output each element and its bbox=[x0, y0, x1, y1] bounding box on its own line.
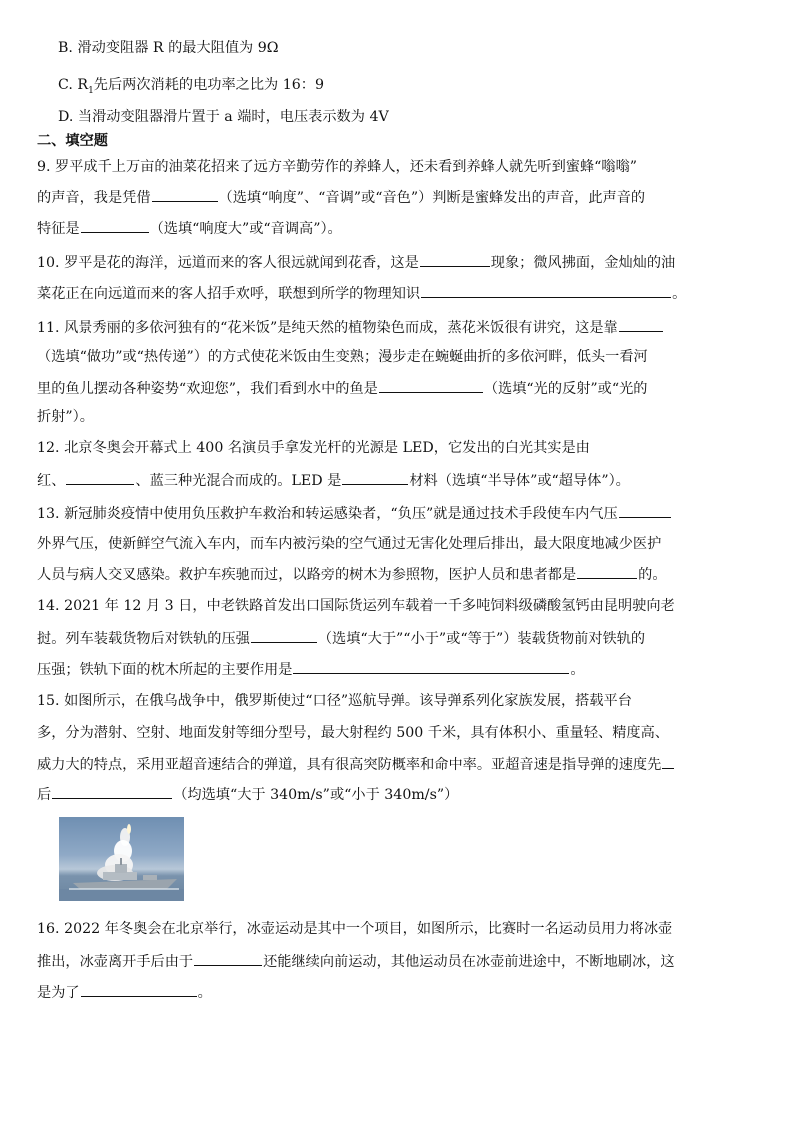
q15-line2 bbox=[37, 723, 669, 743]
q11-text-1: 11. 风景秀丽的多依河独有的“花米饭”是纯天然的植物染色而成，蒸花米饭很有讲究，这是靠 bbox=[37, 320, 618, 336]
q16-text-3b: 。 bbox=[197, 985, 212, 1001]
q10-text-1b: 现象；微风拂面，金灿灿的油 bbox=[490, 255, 676, 271]
q13-blank-2[interactable] bbox=[577, 564, 637, 579]
q15-text-4a: 后 bbox=[37, 787, 52, 803]
q11-text-4: 折射”）。 bbox=[37, 409, 94, 425]
q11-text-3b: （选填“光的反射”或“光的 bbox=[483, 381, 648, 397]
q15-text-3: 威力大的特点，采用亚超音速结合的弹道，具有很高突防概率和命中率。亚超音速是指导弹的速度先 bbox=[37, 757, 662, 773]
option-c-subscript: 1 bbox=[88, 85, 94, 96]
q9-text-3a: 特征是 bbox=[37, 221, 80, 237]
option-b-text: B. 滑动变阻器 R 的最大阻值为 9Ω bbox=[58, 40, 279, 56]
q9-line1 bbox=[37, 157, 757, 177]
option-d-text: D. 当滑动变阻器滑片置于 a 端时，电压表示数为 4V bbox=[58, 109, 389, 125]
option-c bbox=[58, 75, 324, 101]
q13-text-2: 外界气压，使新鲜空气流入车内，而车内被污染的空气通过无害化处理后排出，最大限度地减少医护 bbox=[37, 536, 662, 552]
q15-line3 bbox=[37, 754, 675, 775]
q13-text-1: 13. 新冠肺炎疫情中使用负压救护车救治和转运感染者，“负压”就是通过技术手段使车内气压 bbox=[37, 506, 618, 522]
q16-blank-1[interactable] bbox=[194, 951, 262, 966]
q12-text-2a: 红、 bbox=[37, 473, 66, 489]
q12-line1 bbox=[37, 438, 590, 458]
warship-missile-photo bbox=[59, 817, 184, 901]
option-c-text-rest: 先后两次消耗的电功率之比为 16：9 bbox=[93, 77, 325, 93]
q10-text-1a: 10. 罗平是花的海洋，远道而来的客人很远就闻到花香，这是 bbox=[37, 255, 419, 271]
q13-line3 bbox=[37, 564, 667, 585]
q16-text-2b: 还能继续向前运动，其他运动员在冰壶前进途中，不断地刷冰，这 bbox=[263, 954, 675, 970]
q16-line2 bbox=[37, 951, 675, 972]
q9-blank-1[interactable] bbox=[152, 187, 218, 202]
q16-text-1: 16. 2022 年冬奥会在北京举行，冰壶运动是其中一个项目，如图所示，比赛时一名运动员用力将冰壶 bbox=[37, 921, 673, 937]
q16-blank-2[interactable] bbox=[81, 982, 197, 997]
q13-text-3a: 人员与病人交叉感染。救护车疾驰而过，以路旁的树木为参照物，医护人员和患者都是 bbox=[37, 567, 577, 583]
q16-line1 bbox=[37, 919, 672, 939]
q9-text-2a: 的声音，我是凭借 bbox=[37, 190, 151, 206]
q16-line3 bbox=[37, 982, 212, 1003]
section-title: 二、填空题 bbox=[37, 133, 108, 149]
q9-blank-2[interactable] bbox=[81, 218, 149, 233]
q14-line1 bbox=[37, 596, 675, 616]
option-c-text: C. R bbox=[58, 77, 89, 93]
q12-blank-1[interactable] bbox=[66, 470, 134, 485]
q14-text-2b: （选填“大于”“小于”或“等于”）装载货物前对铁轨的 bbox=[317, 631, 646, 647]
q9-text-1: 9. 罗平成千上万亩的油菜花招来了远方辛勤劳作的养蜂人，还未看到养蜂人就先听到蜜蜂“嗡嗡” bbox=[37, 159, 638, 175]
q14-text-2a: 挝。列车装载货物后对铁轨的压强 bbox=[37, 631, 250, 647]
q14-text-3a: 压强；铁轨下面的枕木所起的主要作用是 bbox=[37, 662, 293, 678]
q14-text-1: 14. 2021 年 12 月 3 日，中老铁路首发出口国际货运列车载着一千多吨饲料级磷酸氢钙由昆明驶向老 bbox=[37, 598, 675, 614]
q12-text-2b: 、蓝三种光混合而成的。LED 是 bbox=[135, 473, 342, 489]
q15-line1 bbox=[37, 691, 632, 711]
q11-line2 bbox=[37, 347, 648, 367]
q16-text-2a: 推出，冰壶离开手后由于 bbox=[37, 954, 194, 970]
q12-text-1: 12. 北京冬奥会开幕式上 400 名演员手拿发光杆的光源是 LED，它发出的白光其实是由 bbox=[37, 440, 590, 456]
q10-blank-2[interactable] bbox=[421, 283, 671, 298]
q13-text-3b: 的。 bbox=[638, 567, 667, 583]
q9-text-2b: （选填“响度”、“音调”或“音色”）判断是蜜蜂发出的声音，此声音的 bbox=[218, 190, 646, 206]
q11-blank-2[interactable] bbox=[379, 378, 483, 393]
option-d bbox=[58, 107, 389, 127]
q10-blank-1[interactable] bbox=[420, 252, 490, 267]
q10-line1 bbox=[37, 252, 675, 273]
q14-line2 bbox=[37, 628, 645, 649]
q10-text-2b: 。 bbox=[672, 286, 687, 302]
q10-line2 bbox=[37, 283, 686, 304]
q16-text-3a: 是为了 bbox=[37, 985, 80, 1001]
q13-line2 bbox=[37, 534, 661, 554]
q14-blank-2[interactable] bbox=[293, 659, 569, 674]
q15-line4 bbox=[37, 784, 458, 805]
option-b bbox=[58, 38, 279, 58]
q10-text-2a: 菜花正在向远道而来的客人招手欢呼，联想到所学的物理知识 bbox=[37, 286, 421, 302]
q11-blank-1[interactable] bbox=[619, 317, 663, 332]
q11-line4 bbox=[37, 407, 94, 427]
q15-text-4b: （均选填“大于 340m/s”或“小于 340m/s”） bbox=[173, 787, 459, 803]
q15-text-1: 15. 如图所示，在俄乌战争中，俄罗斯使过“口径”巡航导弹。该导弹系列化家族发展，搭载平台 bbox=[37, 693, 632, 709]
q15-text-2: 多，分为潜射、空射、地面发射等细分型号，最大射程约 500 千米，具有体积小、重量轻、精度高、 bbox=[37, 725, 669, 741]
q9-line2 bbox=[37, 187, 645, 208]
q11-text-3a: 里的鱼儿摆动各种姿势“欢迎您”，我们看到水中的鱼是 bbox=[37, 381, 378, 397]
q12-blank-2[interactable] bbox=[342, 470, 408, 485]
q13-line1 bbox=[37, 503, 672, 524]
q9-line3 bbox=[37, 218, 342, 239]
q14-text-3b: 。 bbox=[570, 662, 585, 678]
q15-blank-1[interactable] bbox=[662, 754, 674, 769]
q11-text-2: （选填“做功”或“热传递”）的方式使花米饭由生变熟；漫步走在蜿蜒曲折的多依河畔，低头一看河 bbox=[37, 349, 648, 365]
q14-line3 bbox=[37, 659, 585, 680]
q14-blank-1[interactable] bbox=[251, 628, 317, 643]
q12-line2 bbox=[37, 470, 630, 491]
q11-line1 bbox=[37, 317, 664, 338]
q15-blank-2[interactable] bbox=[52, 784, 172, 799]
q9-text-3b: （选填“响度大”或“音调高”）。 bbox=[149, 221, 342, 237]
q12-text-2c: 材料（选填“半导体”或“超导体”）。 bbox=[409, 473, 630, 489]
q13-blank-1[interactable] bbox=[619, 503, 671, 518]
q11-line3 bbox=[37, 378, 647, 399]
